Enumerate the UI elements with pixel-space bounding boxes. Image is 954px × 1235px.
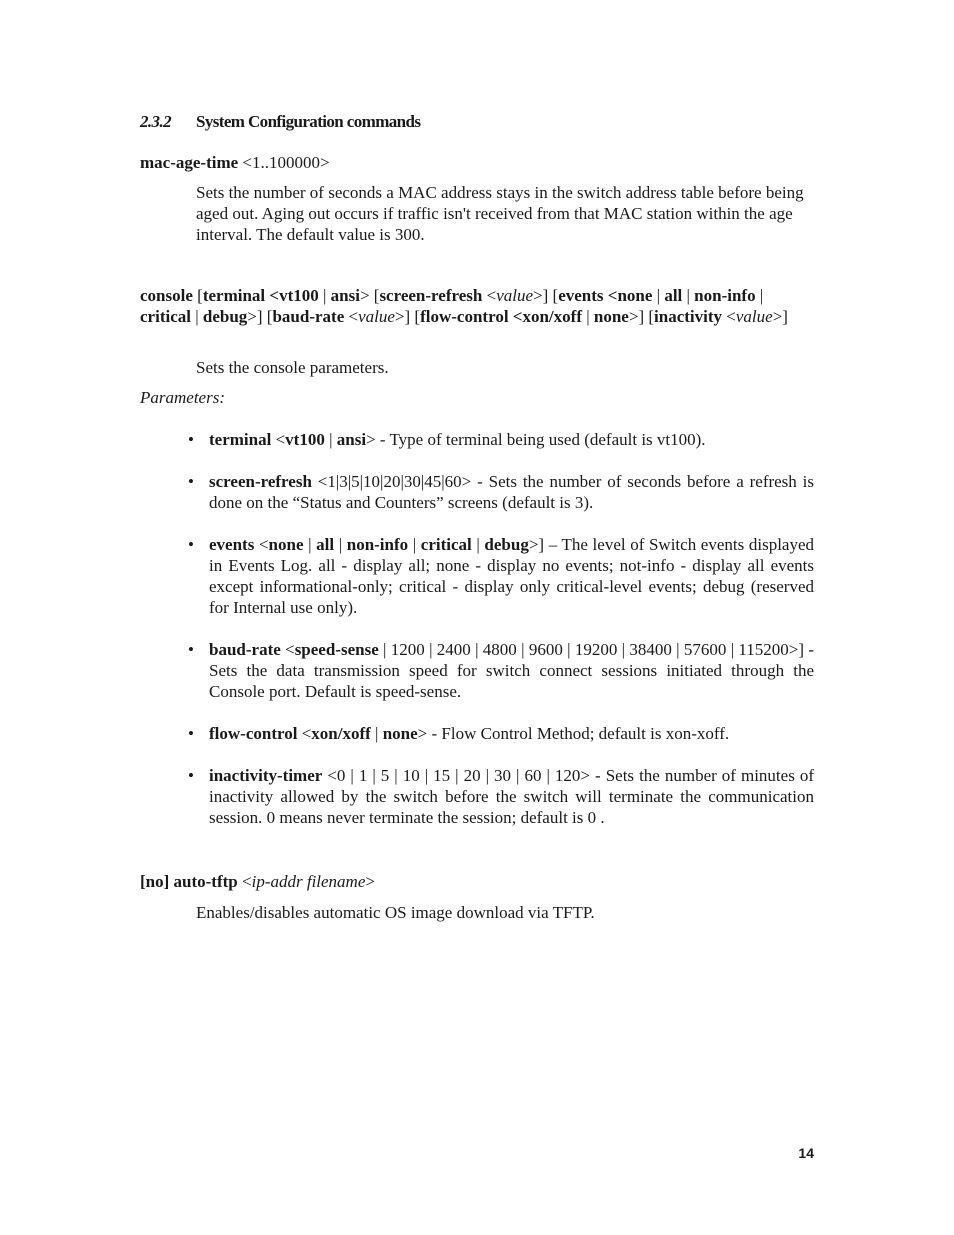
- syntax-part: |: [581, 307, 594, 326]
- param-name: terminal: [209, 430, 272, 449]
- param-value: ansi: [336, 430, 367, 449]
- param-description: >] – The level of Switch events displayed in Events Log. all - display all; none - display no events; not-info - display all events except informational-only; critical - display only critical-level events; debug (reserved for Internal use only).: [209, 535, 815, 617]
- syntax-part: >] [: [628, 307, 655, 326]
- parameter-list: [188, 429, 814, 849]
- bullet-icon: •: [188, 766, 194, 785]
- param-name: baud-rate: [209, 640, 281, 659]
- syntax-part: value: [735, 307, 773, 326]
- parameters-label: Parameters:: [140, 388, 225, 407]
- syntax-part: [: [192, 286, 203, 305]
- param-text: |: [370, 724, 383, 743]
- param-text: <: [280, 640, 295, 659]
- param-name: inactivity-timer: [209, 766, 323, 785]
- param-text: <: [297, 724, 312, 743]
- command-name: [no] auto-tftp: [140, 872, 238, 891]
- list-item: [188, 639, 814, 702]
- param-name: events: [209, 535, 255, 554]
- syntax-part: value: [496, 286, 534, 305]
- list-item: [188, 534, 814, 618]
- bullet-icon: •: [188, 640, 194, 659]
- command-range: <1..100000>: [242, 153, 330, 172]
- param-description: <1|3|5|10|20|30|45|60> - Sets the number of seconds before a refresh is done on the “Status and Counters” screens (default is 3).: [209, 472, 814, 512]
- syntax-part: > [: [359, 286, 380, 305]
- param-text: |: [471, 535, 485, 554]
- param-name: screen-refresh: [209, 472, 312, 491]
- syntax-part: baud-rate: [272, 307, 345, 326]
- mac-age-time-syntax: [140, 152, 815, 173]
- syntax-part: inactivity: [654, 307, 723, 326]
- syntax-part: <: [482, 286, 497, 305]
- mac-age-time-description: Sets the number of seconds a MAC address stays in the switch address table before being aged out. Aging out occurs if traffic isn't received from that MAC station within the age interval. The default value is 300.: [196, 183, 804, 244]
- param-value: speed-sense: [294, 640, 379, 659]
- syntax-part: <: [237, 872, 252, 891]
- param-name: flow-control: [209, 724, 298, 743]
- syntax-part: all: [664, 286, 683, 305]
- syntax-part: |: [318, 286, 331, 305]
- section-title: System Configuration commands: [196, 112, 421, 131]
- syntax-part: value: [358, 307, 395, 326]
- param-text: <: [254, 535, 269, 554]
- auto-tftp-description: Enables/disables automatic OS image download via TFTP.: [196, 903, 595, 922]
- param-description: | 1200 | 2400 | 4800 | 9600 | 19200 | 38400 | 57600 | 115200>] - Sets the data transmission speed for switch connect sessions initiated through the Console port. Default is speed-sense.: [209, 640, 814, 701]
- bullet-icon: •: [188, 724, 194, 743]
- syntax-part: none: [593, 307, 629, 326]
- syntax-part: debug: [202, 307, 248, 326]
- syntax-part: >: [365, 872, 375, 891]
- syntax-part: |: [755, 286, 764, 305]
- bullet-icon: •: [188, 430, 194, 449]
- param-value: non-info: [346, 535, 409, 554]
- list-item: [188, 429, 814, 450]
- param-value: none: [382, 724, 418, 743]
- syntax-part: screen-refresh: [379, 286, 483, 305]
- param-value: all: [316, 535, 335, 554]
- list-item: [188, 723, 814, 744]
- auto-tftp-syntax: [140, 871, 815, 892]
- param-description: > - Flow Control Method; default is xon-xoff.: [417, 724, 730, 743]
- console-description: Sets the console parameters.: [196, 358, 389, 377]
- syntax-part: ansi: [330, 286, 360, 305]
- syntax-part: events <none: [558, 286, 653, 305]
- console-syntax: [140, 285, 815, 327]
- param-text: <: [271, 430, 286, 449]
- param-value: critical: [420, 535, 472, 554]
- param-value: none: [268, 535, 304, 554]
- syntax-part: >] [: [533, 286, 559, 305]
- syntax-part: flow-control <xon/xoff: [420, 307, 582, 326]
- syntax-part: ip-addr filename: [251, 872, 366, 891]
- bullet-icon: •: [188, 472, 194, 491]
- syntax-part: <: [722, 307, 736, 326]
- syntax-part: |: [190, 307, 203, 326]
- section-number: 2.3.2: [140, 112, 172, 131]
- syntax-part: critical: [140, 307, 191, 326]
- syntax-part: >]: [772, 307, 788, 326]
- command-name: mac-age-time: [140, 153, 239, 172]
- syntax-part: console: [140, 286, 193, 305]
- param-text: |: [334, 535, 347, 554]
- param-description: > - Type of terminal being used (default is vt100).: [366, 430, 706, 449]
- syntax-part: <: [344, 307, 359, 326]
- list-item: [188, 765, 814, 828]
- section-heading: [140, 112, 420, 132]
- param-text: |: [324, 430, 337, 449]
- param-value: xon/xoff: [311, 724, 371, 743]
- list-item: [188, 471, 814, 513]
- syntax-part: >] [: [247, 307, 273, 326]
- syntax-part: non-info: [694, 286, 756, 305]
- page-number: 14: [798, 1145, 814, 1161]
- param-value: debug: [484, 535, 529, 554]
- syntax-part: terminal <vt100: [202, 286, 319, 305]
- syntax-part: |: [682, 286, 695, 305]
- param-text: |: [408, 535, 421, 554]
- param-value: vt100: [285, 430, 325, 449]
- param-description: <0 | 1 | 5 | 10 | 15 | 20 | 30 | 60 | 120> - Sets the number of minutes of inactivity allowed by the switch before the switch will terminate the communication session. 0 means never terminate the session; default is 0 .: [209, 766, 814, 827]
- syntax-part: |: [652, 286, 665, 305]
- syntax-part: >] [: [394, 307, 421, 326]
- bullet-icon: •: [188, 535, 194, 554]
- param-text: |: [303, 535, 317, 554]
